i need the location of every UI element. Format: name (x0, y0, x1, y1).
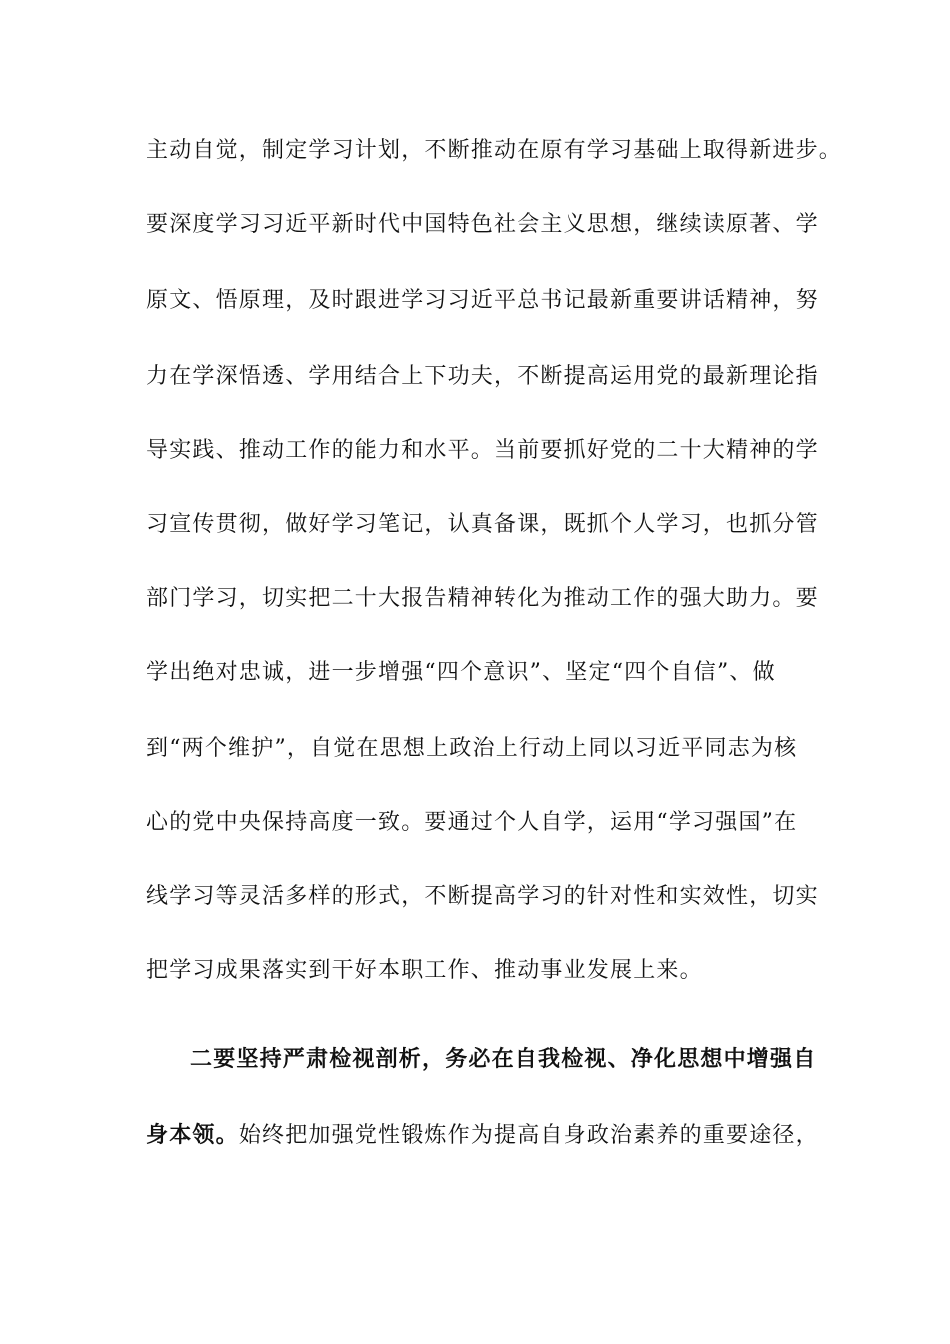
section-heading-end: 身本领。 (146, 1122, 239, 1148)
body-text-line: 到“两个维护”，自觉在思想上政治上行动上同以习近平同志为核 (146, 736, 798, 761)
body-text-line: 主动自觉，制定学习计划，不断推动在原有学习基础上取得新进步。 (146, 138, 843, 163)
body-text-line: 学出绝对忠诚，进一步增强“四个意识”、坚定“四个自信”、做 (146, 660, 776, 685)
body-text-line (146, 1122, 819, 1149)
body-text-line: 导实践、推动工作的能力和水平。当前要抓好党的二十大精神的学 (146, 438, 819, 463)
body-text-line: 把学习成果落实到干好本职工作、推动事业发展上来。 (146, 958, 703, 983)
body-text-line: 习宣传贯彻，做好学习笔记，认真备课，既抓个人学习，也抓分管 (146, 512, 819, 537)
body-text-continuation: 始终把加强党性锻炼作为提高自身政治素养的重要途径， (238, 1123, 819, 1148)
body-text-line: 要深度学习习近平新时代中国特色社会主义思想，继续读原著、学 (146, 212, 819, 237)
body-text-line: 原文、悟原理，及时跟进学习习近平总书记最新重要讲话精神，努 (146, 288, 819, 313)
body-text-line: 力在学深悟透、学用结合上下功夫，不断提高运用党的最新理论指 (146, 364, 819, 389)
body-text-line: 心的党中央保持高度一致。要通过个人自学，运用“学习强国”在 (146, 810, 798, 835)
section-heading-line: 二要坚持严肃检视剖析，务必在自我检视、净化思想中增强自 (190, 1046, 817, 1072)
body-text-line: 线学习等灵活多样的形式，不断提高学习的针对性和实效性，切实 (146, 884, 819, 909)
body-text-line: 部门学习，切实把二十大报告精神转化为推动工作的强大助力。要 (146, 586, 819, 611)
